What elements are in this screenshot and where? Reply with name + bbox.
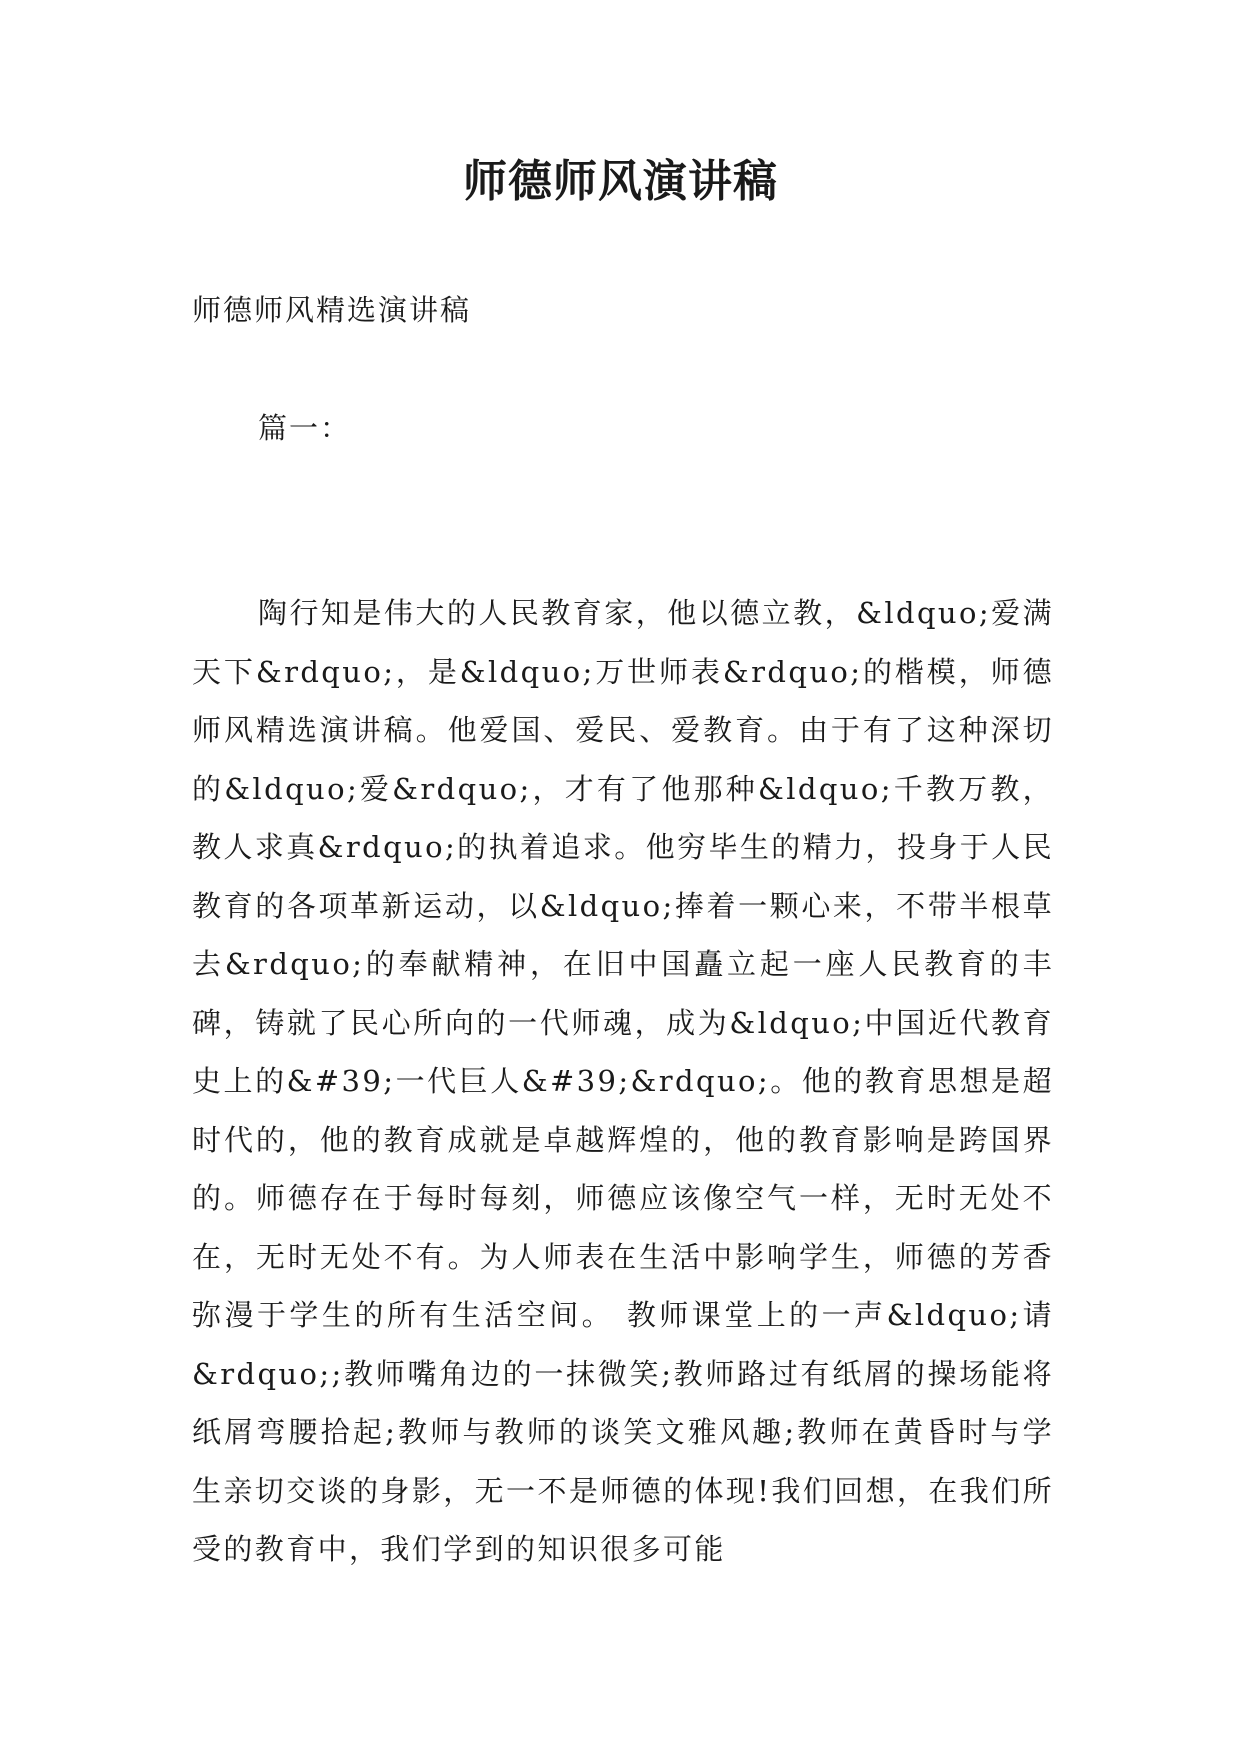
document-title: 师德师风演讲稿 — [463, 156, 778, 207]
body-paragraph: 陶行知是伟大的人民教育家，他以德立教，&ldquo;爱满天下&rdquo;，是&ldquo;万世师表&rdquo;的楷模，师德师风精选演讲稿。他爱国、爱民、爱教育。由于有了这种深切的&ldquo;爱&rdquo;，才有了他那种&ldquo;千教万教，教人求真&rdquo;的执着追求。他穷毕生的精力，投身于人民教育的各项革新运动，以&ldquo;捧着一颗心来，不带半根草去&rdquo;的奉献精神，在旧中国矗立起一座人民教育的丰碑，铸就了民心所向的一代师魂，成为&ldquo;中国近代教育史上的&#39;一代巨人&#39;&rdquo;。他的教育思想是超时代的，他的教育成就是卓越辉煌的，他的教育影响是跨国界的。师德存在于每时每刻，师德应该像空气一样，无时无处不在，无时无处不有。为人师表在生活中影响学生，师德的芳香弥漫于学生的所有生活空间。 教师课堂上的一声&ldquo;请&rdquo;;教师嘴角边的一抹微笑;教师路过有纸屑的操场能将纸屑弯腰拾起;教师与教师的谈笑文雅风趣;教师在黄昏时与学生亲切交谈的身影，无一不是师德的体现!我们回想，在我们所受的教育中，我们学到的知识很多可能 — [192, 596, 1054, 1566]
document-subtitle: 师德师风精选演讲稿 — [192, 293, 472, 327]
section-label: 篇一： — [258, 411, 352, 445]
